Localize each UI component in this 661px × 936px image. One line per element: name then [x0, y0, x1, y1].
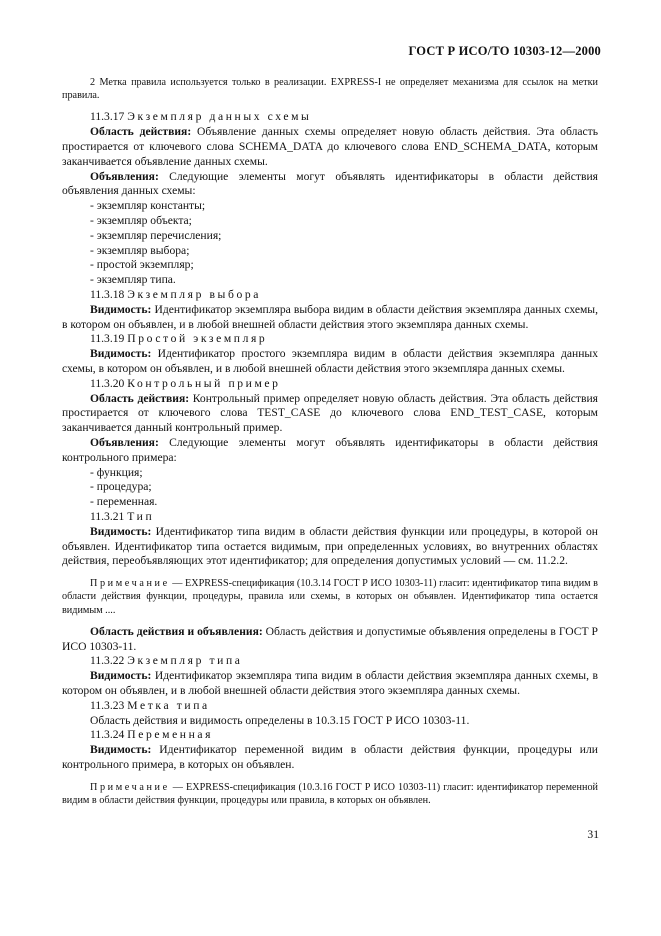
list-item: - экземпляр объекта; [90, 213, 192, 227]
paragraph-text: Идентификатор переменной видим в области действия функции, процедуры или контрольного примера, в которых он объявлен. [62, 743, 598, 771]
paragraph-scope-declarations [62, 625, 598, 655]
list-item: - экземпляр типа. [90, 273, 176, 287]
paragraph-visibility [62, 347, 598, 377]
paragraph-text: Объявление данных схемы определяет новую область действия. Эта область простирается от ключевого слова SCHEMA_DATA до ключевого слова END_SCHEMA_DATA, которым заканчивается объявление данных схемы. [62, 125, 598, 168]
section-title: Контрольный пример [127, 376, 281, 390]
section-title: Тип [127, 509, 155, 523]
section-heading-11-3-21 [62, 510, 598, 525]
section-title: Экземпляр выбора [127, 287, 261, 301]
term-label: Область действия: [90, 391, 190, 405]
note-text: — EXPRESS-спецификация (10.3.16 ГОСТ Р ИСО 10303-11) гласит: идентификатор переменной видим в области действия функции, процедуры или правила, в которых он объявлен. [62, 781, 598, 806]
page-content [62, 76, 598, 815]
term-label: Видимость: [90, 669, 152, 683]
section-number: 11.3.24 [90, 728, 125, 742]
term-label: Область действия: [90, 125, 192, 139]
note-text: — EXPRESS-спецификация (10.3.14 ГОСТ Р ИСО 10303-11) гласит: идентификатор типа видим в области действия функции, процедуры, правила или схемы, в которых он объявлен. Идентификатор типа остается видимым .... [62, 578, 598, 616]
paragraph-visibility [62, 303, 598, 333]
paragraph-declarations [62, 170, 598, 200]
paragraph-text: Идентификатор экземпляра типа видим в области действия экземпляра данных схемы, в котором он объявлен, и в любой внешней области действия этого экземпляра данных схемы. [62, 669, 598, 697]
term-label: Область действия и объявления: [90, 624, 263, 638]
term-label: Видимость: [90, 347, 152, 361]
section-title: Простой экземпляр [127, 332, 268, 346]
term-label: Видимость: [90, 302, 152, 316]
term-label: Объявления: [90, 169, 159, 183]
paragraph-text: Контрольный пример определяет новую область действия. Эта область действия простирается от ключевого слова TEST_CASE до ключевого слова END_TEST_CASE, которым заканчивается данный контрольный пример. [62, 391, 598, 435]
note-paragraph [62, 577, 598, 617]
section-title: Экземпляр данных схемы [127, 110, 312, 124]
section-number: 11.3.21 [90, 509, 125, 523]
section-title: Переменная [127, 728, 214, 742]
section-heading-11-3-18 [62, 288, 598, 303]
section-title: Экземпляр типа [127, 654, 243, 668]
note-rule-label: 2 Метка правила используется только в реализации. EXPRESS-I не определяет механизма для ссылок на метки правила. [62, 77, 598, 102]
section-number: 11.3.19 [90, 332, 125, 346]
list-item: - процедура; [90, 480, 152, 494]
term-label: Объявления: [90, 435, 159, 449]
list-item: - экземпляр выбора; [90, 243, 190, 257]
section-number: 11.3.22 [90, 654, 125, 668]
paragraph-text: Идентификатор экземпляра выбора видим в области действия экземпляра данных схемы, в котором он объявлен, и в любой внешней области действия этого экземпляра данных схемы. [62, 302, 598, 331]
list-item: - функция; [90, 465, 143, 479]
paragraph-declarations [62, 436, 598, 466]
paragraph-text: Следующие элементы могут объявлять идентификаторы в области действия объявления данных схемы: [62, 169, 598, 198]
paragraph-scope [62, 125, 598, 169]
list-item: - экземпляр константы; [90, 199, 206, 213]
section-number: 11.3.18 [90, 287, 125, 301]
list-item: - простой экземпляр; [90, 258, 194, 272]
term-label: Видимость: [90, 524, 152, 538]
paragraph-text: Следующие элементы могут объявлять идентификаторы в области действия контрольного примера: [62, 435, 598, 464]
paragraph-text: Область действия и допустимые объявления определены в ГОСТ Р ИСО 10303-11. [62, 624, 598, 653]
section-number: 11.3.17 [90, 110, 125, 124]
paragraph-scope [62, 392, 598, 436]
note-paragraph [62, 781, 598, 807]
paragraph-visibility [62, 525, 598, 569]
section-heading-11-3-20 [62, 377, 598, 392]
section-heading-11-3-19 [62, 332, 598, 347]
page-number: 31 [587, 828, 599, 841]
paragraph-text: Область действия и видимость определены в 10.3.15 ГОСТ Р ИСО 10303-11. [90, 713, 470, 727]
note-label: Примечание [90, 578, 170, 590]
section-number: 11.3.20 [90, 376, 125, 390]
paragraph-visibility [62, 669, 598, 699]
paragraph-text: Идентификатор типа видим в области действия функции или процедуры, в которой он объявлен. Идентификатор типа остается видимым, при определенных условиях, во внутренних областях действия, переобъявляющих этот идентификатор; для определения допустимых условий — см. 11.2.2. [62, 524, 598, 568]
document-header: ГОСТ Р ИСО/ТО 10303-12—2000 [408, 44, 601, 58]
section-number: 11.3.23 [90, 698, 125, 712]
section-heading-11-3-22 [62, 654, 598, 669]
section-heading-11-3-17 [62, 110, 598, 125]
note-label: Примечание [90, 781, 170, 793]
list-item: - переменная. [90, 495, 158, 509]
list-item: - экземпляр перечисления; [90, 228, 222, 242]
section-heading-11-3-24 [62, 728, 598, 743]
paragraph-text: Идентификатор простого экземпляра видим в области действия экземпляра данных схемы, в котором он объявлен, и в любой внешней области действия этого экземпляра данных схемы. [62, 347, 598, 375]
section-heading-11-3-23 [62, 699, 598, 714]
section-title: Метка типа [127, 698, 210, 712]
term-label: Видимость: [90, 743, 152, 757]
paragraph-visibility [62, 743, 598, 773]
